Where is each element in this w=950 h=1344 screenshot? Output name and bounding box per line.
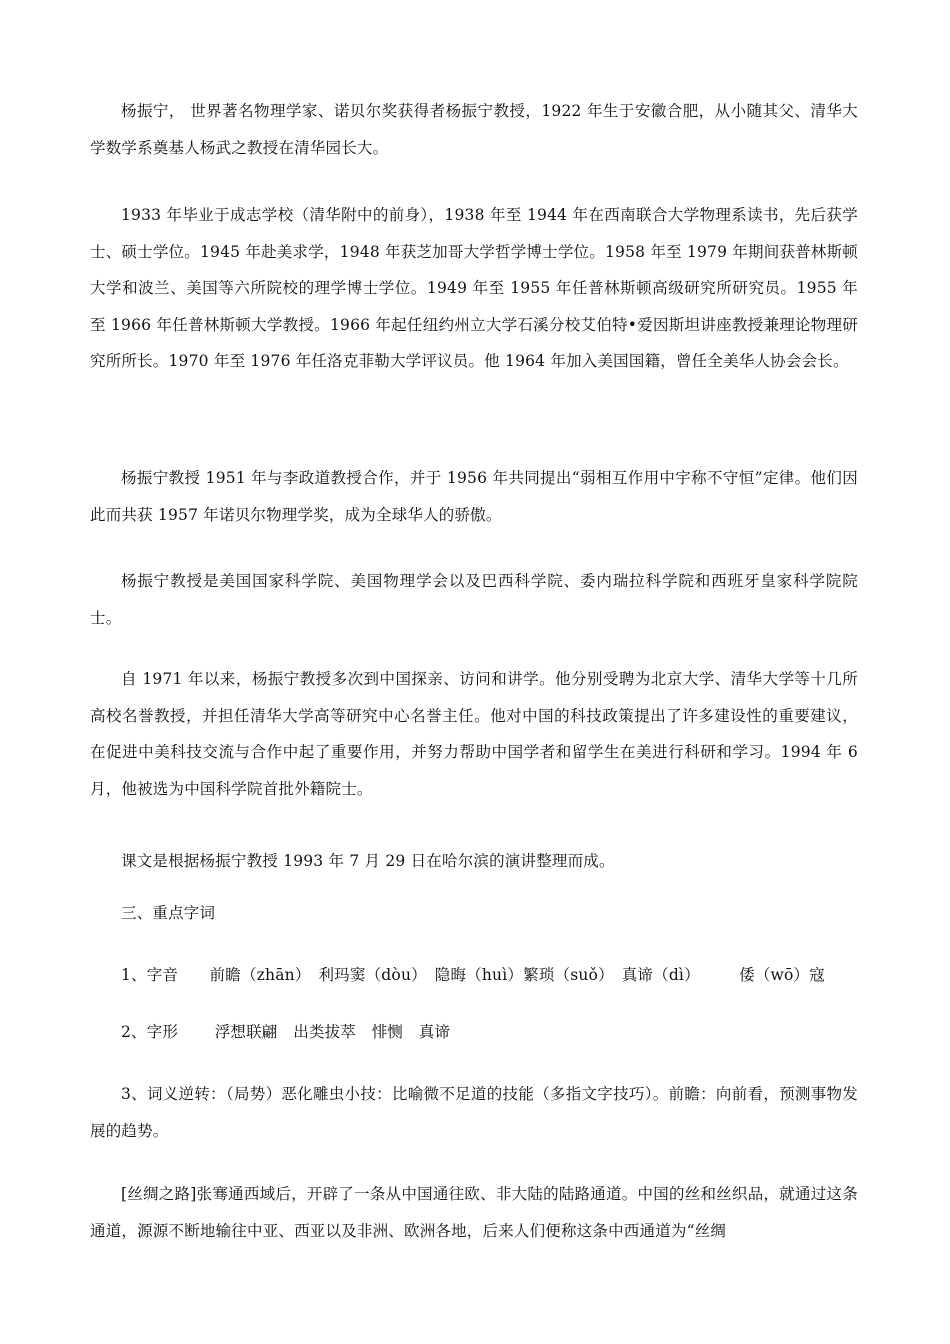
- paragraph-silk-road: [丝绸之路]张骞通西域后，开辟了一条从中国通往欧、非大陆的陆路通道。中国的丝和丝织品，就通过这条通道，源源不断地输往中亚、西亚以及非洲、欧洲各地，后来人们便称这条中西通道为“丝绸: [90, 1185, 858, 1240]
- paragraph-academy-memberships: 杨振宁教授是美国国家科学院、美国物理学会以及巴西科学院、委内瑞拉科学院和西班牙皇家科学院院士。: [90, 572, 858, 627]
- section-heading-key-words: 三、重点字词: [121, 904, 216, 922]
- paragraph-china-visits: 自 1971 年以来，杨振宁教授多次到中国探亲、访问和讲学。他分别受聘为北京大学、清华大学等十几所高校名誉教授，并担任清华大学高等研究中心名誉主任。他对中国的科技政策提出了许多建设性的重要建议，在促进中美科技交流与合作中起了重要作用，并努力帮助中国学者和留学生在美进行科研和学习。1994 年 6 月，他被选为中国科学院首批外籍院士。: [90, 670, 858, 798]
- paragraph-character-forms: 2、字形 浮想联翩 出类拔萃 悱恻 真谛: [121, 1023, 451, 1041]
- paragraph-biography-intro: 杨振宁， 世界著名物理学家、诺贝尔奖获得者杨振宁教授，1922 年生于安徽合肥，从小随其父、清华大学数学系奠基人杨武之教授在清华园长大。: [90, 102, 858, 157]
- paragraph-word-meanings: 3、词义逆转：（局势）恶化雕虫小技：比喻微不足道的技能（多指文字技巧）。前瞻：向前看，预测事物发展的趋势。: [90, 1085, 858, 1140]
- paragraph-lecture-source: 课文是根据杨振宁教授 1993 年 7 月 29 日在哈尔滨的演讲整理而成。: [121, 852, 615, 870]
- paragraph-nobel-prize: 杨振宁教授 1951 年与李政道教授合作，并于 1956 年共同提出“弱相互作用中宇称不守恒”定律。他们因此而共获 1957 年诺贝尔物理学奖，成为全球华人的骄傲。: [90, 469, 858, 524]
- paragraph-pronunciation: 1、字音 前瞻（zhān） 利玛窦（dòu） 隐晦（huì）繁琐（suǒ） 真谛（dì） 倭（wō）寇: [121, 966, 825, 984]
- paragraph-education-career: 1933 年毕业于成志学校（清华附中的前身），1938 年至 1944 年在西南联合大学物理系读书，先后获学士、硕士学位。1945 年赴美求学，1948 年获芝加哥大学哲学博士学位。1958 年至 1979 年期间获普林斯顿大学和波兰、美国等六所院校的理学博士学位。1949 年至 1955 年任普林斯顿高级研究所研究员。1955 年至 1966 年任普林斯顿大学教授。1966 年起任纽约州立大学石溪分校艾伯特•爱因斯坦讲座教授兼理论物理研究所所长。1970 年至 1976 年任洛克菲勒大学评议员。他 1964 年加入美国国籍，曾任全美华人协会会长。: [90, 206, 858, 370]
